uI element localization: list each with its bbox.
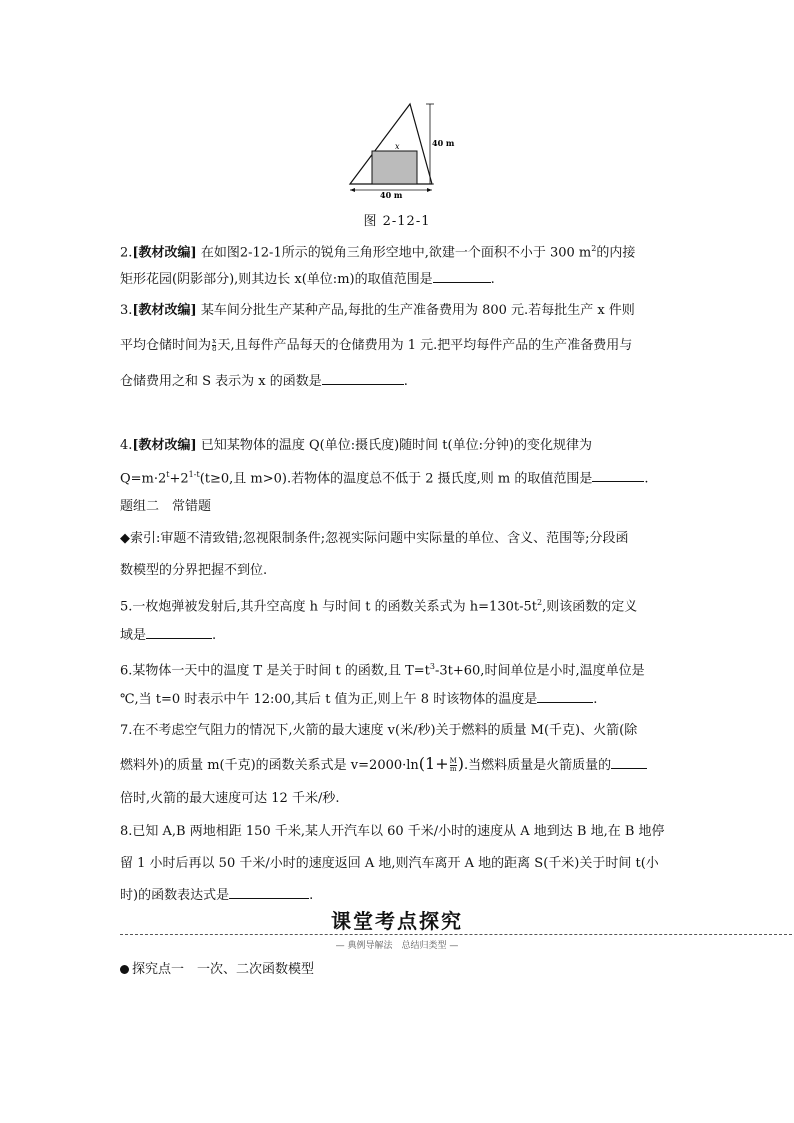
fraction: $\frac{M}{m}$ [449,757,457,773]
answer-blank[interactable] [537,690,593,703]
answer-blank[interactable] [433,270,491,283]
explore-point-1: 探究点一 一次、二次函数模型 [120,958,314,977]
bullet-icon [120,965,129,974]
q6-line2: ℃,当 t=0 时表示中午 12:00,其后 t 值为正,则上午 8 时该物体的温度是 . [120,692,598,707]
q3-line2: 平均仓储时间为 $\frac{x}{8}$ 天,且每件产品每天的仓储费用为 1 元.把平均每件产品的生产准备费用与 [120,337,633,353]
section-title: 课堂考点探究 [331,909,463,933]
q5-line2: 域是 . [120,628,217,643]
answer-blank[interactable] [146,626,212,639]
q7-line3: 倍时,火箭的最大速度可达 12 千米/秒. [120,791,340,806]
answer-blank[interactable] [611,756,647,769]
q3-line1: 3.[教材改编] 某车间分批生产某种产品,每批的生产准备费用为 800 元.若每批生产 x 件则 [120,303,635,318]
answer-blank[interactable] [229,886,309,899]
group2-heading: 题组二 常错题 [120,499,212,514]
q4-line2: $Q=m\cdot 2^t+2^{1-t}(t\ge 0$,且 m>0).若物体的温度总不低于 2 摄氏度,则 m 的取值范围是 . [120,470,649,487]
figure-label-height: 40 m [432,138,455,148]
section-subtitle: — 典例导解法 总结归类型 — [335,941,459,951]
figure-caption: 图 2-12-1 [363,214,431,229]
figure-label-base: 40 m [380,190,403,200]
triangle-figure [340,100,455,200]
q8-line1: 8.已知 A,B 两地相距 150 千米,某人开汽车以 60 千米/小时的速度从 A 地到达 B 地,在 B 地停 [120,824,665,839]
section-divider [120,934,792,935]
figure-label-x: x [395,142,400,151]
answer-blank[interactable] [322,372,404,385]
index-line2: 数模型的分界把握不到位. [120,563,268,578]
answer-blank[interactable] [592,469,644,482]
q4-line1: 4.[教材改编] 已知某物体的温度 Q(单位:摄氏度)随时间 t(单位:分钟)的变化规律为 [120,438,593,453]
q7-line1: 7.在不考虑空气阻力的情况下,火箭的最大速度 v(米/秒)关于燃料的质量 M(千克)、火箭(除 [120,723,638,738]
q6-line1: 6.某物体一天中的温度 T 是关于时间 t 的函数,且 $T=t^3-3t+60$,时间单位是小时,温度单位是 [120,662,645,679]
q8-line2: 留 1 小时后再以 50 千米/小时的速度返回 A 地,则汽车离开 A 地的距离 S(千米)关于时间 t(小 [120,856,659,871]
fraction: $\frac{x}{8}$ [212,337,217,353]
index-line1: ◆索引:审题不清致错;忽视限制条件;忽视实际问题中实际量的单位、含义、范围等;分段函 [120,531,629,546]
inscribed-rectangle [372,151,417,184]
q3-line3: 仓储费用之和 S 表示为 x 的函数是 . [120,374,408,389]
q7-line2: 燃料外)的质量 m(千克)的函数关系式是 v=2000·ln(1+ $\frac{M}{m}$ ).当燃料质量是火箭质量的 [120,755,647,775]
q2-line2: 矩形花园(阴影部分),则其边长 x(单位:m)的取值范围是 . [120,272,495,287]
q8-line3: 时)的函数表达式是 . [120,888,314,903]
q2-line1: 2.[教材改编] 在如图2-12-1所示的锐角三角形空地中,欲建一个面积不小于 300 $m^2$的内接 [120,244,636,261]
q5-line1: 5.一枚炮弹被发射后,其升空高度 h 与时间 t 的函数关系式为 $h=130t-5t^2$,则该函数的定义 [120,598,638,615]
